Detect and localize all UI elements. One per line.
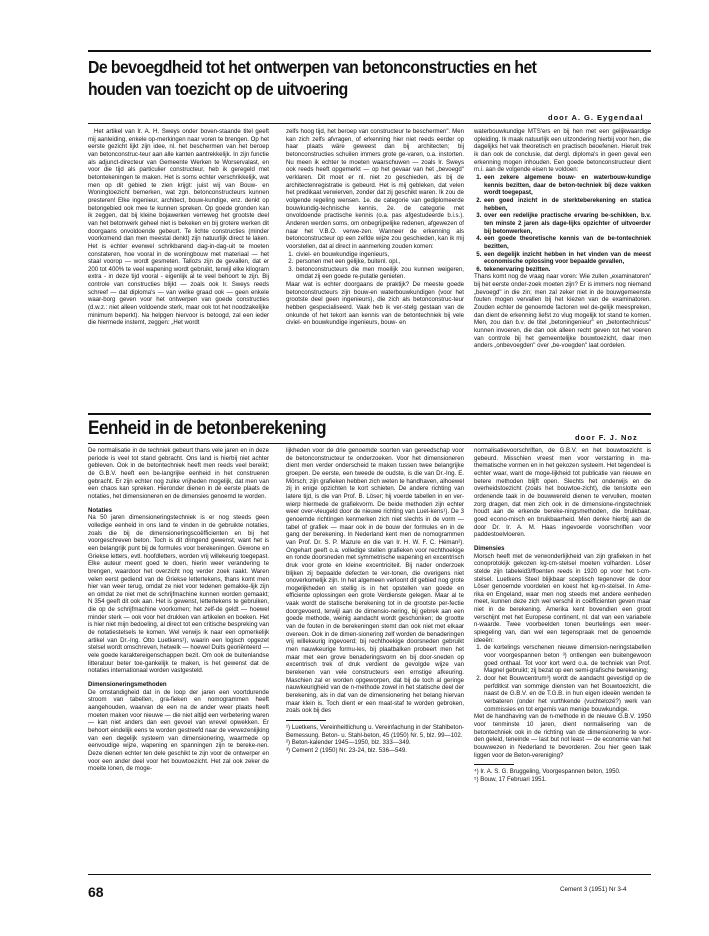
article-2-title: Eenheid in de betonberekening xyxy=(88,418,327,439)
article-2-col1-methods: De omstandigheid dat in de loop der jaren een voortdurende stroom van tabellen, gra-fieken en nomogrammen heeft aangehouden, waarvan de een na de ander weer plaats heeft moeten maken voor nieuwe — die niet altijd een verbetering waren — kan niet anders dan een gevoel van wrevel opwekken. Er behoort eindelijk eens te worden gestreefd naar de verwezenlijking van een degelijk systeem van dimensionering, waarmede op eenvoudige wijze, wapening en spanningen zijn te bereke-nen. Deze dienen echter ten dele geschikt te zijn voor de ontwerper en voor een ander deel voor het bouwtoezicht. Het zal ook zeker de moeite lonen, de moge- xyxy=(88,688,269,773)
article-2-column-1 xyxy=(88,447,269,869)
article-1-col2-text-b: Maar wat is echter doorgaans de praktijk? De meeste goede betonconstructeurs zijn bouw-en waterbouwkundigen (voor het grootste deel geen ingenieurs), die zich als betonconstruc-teur hebben gespecialiseerd. Vaak heb ik ver-stelg gestaan van de onkunde of het tekort aan kennis van de betontechniek bij vele civiel- en bouwkundige ingenieurs, bouw- en xyxy=(286,281,464,327)
footnote: ⁵) Bouw, 17 Februari 1951. xyxy=(474,775,547,783)
list-item: 4. een goede theoretische kennis van de be-tontechniek bezitten, xyxy=(483,235,651,250)
dimensies-heading: Dimensies xyxy=(474,544,505,552)
top-rule xyxy=(88,50,651,52)
list-item: 2. personen met een gelijke, buitenl. opl., xyxy=(295,258,464,266)
article-2-col1-intro: De normalisatie in de techniek gebeurt thans vele jaren en in deze periode is veel tot stand gebracht. Ons land is hierbij niet achter gebleven. Ook in de betontechniek heeft men reeds veel bereikt; de G.B.V. heeft een be-langrijke eenheid in het construeren gebracht. Er zijn echter nog zulke vrijheden mogelijk, dat men van een chaos kan spreken. Hieronder dienen in de eerste plaats de notaties, het dimensioneren en de dimensies genoemd te worden. xyxy=(88,447,269,500)
article-1-author: door A. G. Eygendaal xyxy=(548,113,644,122)
title-2-rule xyxy=(88,443,651,444)
footnote: ³) Cement 2 (1950) Nr. 23-24, blz. 536—549. xyxy=(286,746,407,754)
list-item: 2. door het Bouwcentrum³) wordt de aandacht gevestigd op de perfditkst van sommige diensten van het Bouwtoezicht, die naast de G.B.V. en de T.G.B. in hun eigen ideeën wenden te verbateren (onder het vurthkende (vuchtelozé?) werk van commissies en tot ergernis van menige bouwkundige. xyxy=(483,675,651,713)
footnote-rule xyxy=(286,720,326,721)
article-1-col2-list xyxy=(286,251,464,282)
list-item: 6. tekenervaring bezitten. xyxy=(483,266,651,274)
article-1-col3-text-b: Thans komt nog de vraag naar voren: Wie zullen „examinatoren" bij het eerste onder-zoek moeten zijn? Er is immers nog niemand „bevoegd" in die zin; men zal zeker niet in de bouwgemeenste fouten mogen vervallen bij het kiezen van de examinatoren. Zouden echter de genoemde factoren wel de-gelijk meespreken, dan dient de erkenning liefst zo vlug mogelijk tot stand te komen. Men, zou dan b.v. de titel „betoningenieur" en „betontechnicus" kunnen invoeren, die dan ook alleen recht geven tot het voeren van controle bij het gemeentelijke bouwtoezicht, daar men anders „onbevoegden" over „be-voegden" laat oordelen. xyxy=(474,273,651,350)
list-item: 2. een goed inzicht in de sterkteberekening en statica hebben, xyxy=(483,197,651,212)
dimensionering-heading: Dimensioneringsmethoden xyxy=(88,681,167,689)
article-2-col3-text-c: Met de handhaving van de n-methode in de nieuwe G.B.V. 1950 voor tenminste 10 jaren, dient normalisering van de betontechniek ook in de richting van de dimensionering te wor-den geleid, teneinde — last but not least — de economie van het bouwwezen in Nederland te bevorderen. Zou hier geen taak liggen voor de Beton-vereniging? xyxy=(474,713,651,759)
journal-footer: Cement 3 (1951) Nr 3-4 xyxy=(560,886,627,893)
footnote-rule xyxy=(474,764,514,765)
footnote: ²) Beton-kalender 1945—1950, blz. 333—349. xyxy=(286,739,411,747)
list-item: 5. een degelijk inzicht hebben in het vinden van de meest economische oplossing voor bepaalde gevallen, xyxy=(483,251,651,266)
notaties-heading: Notaties xyxy=(88,506,113,514)
article-2-author: door F. J. Noz xyxy=(575,433,638,442)
bottom-rule xyxy=(88,874,651,875)
list-item: 1. civiel- en bouwkundige ingenieurs, xyxy=(295,251,464,259)
article-1-column-1 xyxy=(88,128,269,408)
section-2-rule xyxy=(88,413,651,415)
list-item: 3. betonconstructeurs die men moeilijk zou kunnen weigeren, omdat zij een goede re-putatie genieten. xyxy=(295,266,464,281)
article-1-col3-text-a: waterbouwkundige MTS'ers en bij hen met een gelijkwaardige opleiding. Ik maak natuurlijk een uitzondering hierbij voor hen, die dagelijks het vak theoretisch en practisch beoefenen. Hieruit trek ik dan ook de conclusie, dat dergl. diploma's in geen geval een erkenning mogen inhouden. Een goede betonconstructeur dient m.i. aan de volgende eisen te voldoen: xyxy=(474,128,651,174)
article-2-col2-text: lijkheden voor de drie genoemde soorten van gereedschap voor de betonconstructeur te onderzoeken. Voor het dimensioneren dient men verder onderscheid te maken tussen twee belangrijke groepen. De eerste, een tweede de oudste, is die van Dr.-Ing. E. Mörsch; zijn grafieken hebben zich weten te handhaven, alhoewel zij in enige opzichten te kort schieten. De andere richting van latere tijd, is die van Prof. B. Löser; hij voerde tabellen in en ver-wierp hiermede de grafiekvorm. De beide methoden zijn echter weer over-vleugeld door de nieuwe richting van Luet-kens¹). De 3 genoemde richtingen kenmerken zich niet slechts in de vorm — tabel of grafiek — maar ook in de bouw der formules en in de gang der berekening. In Nederland kent men de nomogrammen van Prof. Dr. S. P. Mazure en die van Ir. H. W. F. C. Héman²). Ongehart geeft o.a. volledige stellen grafieken voor rechthoekige en ronde doorsneden met symmetrische wapening en excentrisch druk voor grote en kleine excentriciteit. Bij nader onderzoek blijken zij bepaalde defecten te ver-tonen, die overigens niet onoverkomelijk zijn. In het algemeen verloont dit gebied nog grote mogelijkheden en stellig is in het opstellen van goede en efficiente oplossingen een grote Verdienste gelegen. Maar al te vaak wordt de statische berekening tot in de grootste per-fectie doorgevoerd, terwijl aan de dimensio-nering, bij gebrek aan een goede methode, weinig aandacht wordt geschonken; de grootte van de fouten in de berekeningen stemt dan ook niet met elkaar overeen. Ook in de dimen-sionering zelf worden de benaderingen vrij willekeurig ingevoerd; bij rechthoekige doorsneden gebruikt men nauwkeurige formu-les, bij plaatbalken probeert men het maar met een grove benaderingsvorm en bij door-sneden op excentrisch trek of druk verdient de gevolgde wijze van berekenen van vele constructeurs een ernstige afkeuring. Maschien zal er worden opgeworpen, dat bij de toch al geringe nauwkeurigheid van de n-methode zowel in het statische deel der berekening, als in dat van de dimensionering het belang hiervan maar klein is. Toch dient er een maat-staf te worden gebroken, zoals ook bij des xyxy=(286,447,464,715)
article-2-col3-text-a: normalisatievoorschriften, de G.B.V. en het bouwtoezicht is gebeurd. Misschien vreest men voor verstarring in ma-thematische vormen en in het gekozen systeem. Het tegendeel is echter waar, want de moge-lijkheid tot publicatie van nieuwe en betere methoden blijft open. Slechts het onderwijs en de overheidstoezicht (zoals het bouwtoe-zicht), die tenslotte een ordenende taak in de bouwwereld dienen te vervullen, moeten zorg dragen, dat men zich ook in de dimensione-ringstechniek houdt aan de erkende bereke-ningsmethoden, die bruikbaar, goed econo-misch en bruikbaarheid. Men denke hierbij aan de door Dr. Ir. A. M. Haas ingevoerde voorschriften voor paddestoelvloeren. xyxy=(474,447,651,539)
article-1-col2-text-a: zelfs hoog tijd, het beroep van constructeur te beschermen". Men kan zich zelfs afvragen, of erkenning hier niet reeds eerder op haar plaats wäre geweest dan bij architecten; bij betonconstructies schuilen immers grote ge-varen, o.a. instorten. Nu meen ik echter te moeten waarschuwen — zoals Ir. Sweys ook reeds heeft opgemerkt — op het gevaar van het „bevoegd" verklaren. Dit moet er nl. niet zo geschieden, als bij de architectenregistratie is gebeurd. Het is mij gebleken, dat velen het predikaat verwierven, zonder dat zij geschikt waren. Ik zou de volgende regeling wensen. 1e. de categorie van gediplomeerde bouwkundig-technische kennis, 2e. de categorie met onvoldoende practische kennis (o.a. pas afgestudeerde b.i.s.). Anderen werden soms, om onbegrijpelijke redenen, afgewezen of naar het V.B.O. verwe-zen. Wanneer de erkenning als betonconstructeur op een zelfde wijze zou geschieden, kan ik mij voorstellen, dat al direct in aanmerking zouden komen: xyxy=(286,128,464,250)
article-1-col3-list xyxy=(474,174,651,274)
list-item: 1. een zekere algemene bouw- en waterbouw-kundige kennis bezitten, daar de beton-techniek bij deze vakken wordt toegepast, xyxy=(483,174,651,197)
footnote: ¹) Luetkens, Vereinheitlichung u. Vereinfachung in der Stahlbeton-Bemessung. Beton- u. Stahl-beton, 45 (1950) Nr. 5, blz. 99—102. xyxy=(286,723,464,739)
article-1-column-2 xyxy=(286,128,464,408)
article-2-column-3 xyxy=(474,447,651,869)
footnote: ⁴) Ir. A. S. G. Bruggeling, Voorgespannen beton, 1950. xyxy=(474,768,621,776)
article-2-col3-text-b: Morsch heeft met de verwonderlijkheid van zijn grafieken in het conoprotokijk gekozen kg-cm-stelsel moeten volharden. Löser stelde zijn tabeleid3/ffoenten reeds in 1920 op voor het t-cm-stelsel. Luetkens Steel blijkbaar sceptisch tegenover de door Löser genoemde voordelen en koest het kg-m-stelsel. In Ame-rika en Engeland, waar men nog steeds met andere eenheden meet, kunnen deze zich wel verschil in coëfficienten geven maar niet in de berekening. Amerika kent bovendien een groot verschijnt met het Europese continent, nl. dat van een variabele n-waarde. Twee voorbeelden tonen beurtelings een weer-spiegeling van, dan wel een tegenspraak met de genoemde ideeën: xyxy=(474,552,651,644)
list-item: 3. over een redelijke practische ervaring be-schikken, b.v. ten minste 2 jaren als dage-lijks opzichter of uitvoerder bij betonwerken, xyxy=(483,212,651,235)
page-number: 68 xyxy=(88,884,104,900)
article-1-title: De bevoegdheid tot het ontwerpen van betonconstructies en het houden van toezicht op de uitvoering xyxy=(88,57,537,99)
article-1-column-3 xyxy=(474,128,651,408)
article-1-col1-text: Het artikel van Ir. A. H. Sweys onder boven-staande titel geeft mij aanleiding, enkele op-merkingen naar voren te brengen. Op het eerste gezicht lijkt zijn idee, nl. het beschermen van het beroep van betonconstruc-teur aan alle kanten aantrekkelijk. In zijn functie als adjunct-directeur van Gemeente Werken te Worservalast, en voor die tijd als particulier constructeur, heb ik geregeld met betontekeningen te maken. Het is soms echter verschrikkelijk, wat men op dit gebied te zien krijgt: juist wij van Bouw- en Woningtoezicht bemerken, wat zgn. betonconstructeurs kunnen presteren! Elke ingenieur, architect, bouw-kundige, enz. denkt op betongebied ook mee te kunnen spreken. Op goede gronden kan ik zeggen, dat bij kleine bojawerken verreweg het grootste deel van het betonwerk geheel niet is bekeken en bij grotere werken dit doorgaans onvoldoende gebeurt. Te lichte constructies (minder voorkomend dan men meestal denkt) zijn natuurlijk direct te laken. Het is echter evenwel schrikbarend dag-in-dag-uit te moeten constateren, hoe vooral in de woningbouw met materiaal — het staal voorop — wordt gesmeten. Tallozs zijn de gevallen, dat er 200 tot 400% te veel wapening wordt gebruikt, terwijl elke kilogram extra - in deze tijd vooral - eigenlijk al te veel behoort te zijn. Bij controle van constructies blijkt — zoals ook Ir. Sweys reeds schreef — dat diploma's — van welke graad ook — geen enkele waar-borg geven voor het ontwerpen van goede constructies (d.w.z.: niet alleen voldoende sterk, maar ook tot het noodzakelijke minimum beperkt). Na helpgen hiervoor is betoogd, zal een ieder die hiermede instemt, zeggen: „Het wordt xyxy=(88,128,269,327)
article-2-column-2 xyxy=(286,447,464,869)
article-2-col3-list xyxy=(474,644,651,713)
list-item: 1. de kortelings verschenen nieuwe dimension-neringstabellen voor voorgespannen beton ³) ontlengen een buitengewoon goed onthaal. Tot voor kort werd o.a. de techniek van Prof. Magnel gebruikt; zij bezat op een semi-grafische berekening; xyxy=(483,644,651,675)
article-2-col1-notaties: Na 50 jaren dimensioneringstechniek is er nog steeds geen volledige eenheid in ons land te vinden in de gebruikte notaties, zoals die bij de dimensioneringscoëfficienten en bij het voorgeschreven beton. Toch is dit dringend gewenst, want het is een belangrijk punt bij de formules voor berekeningen. Gewone en Griekse letters, evtl. hoofdletters, worden vrij willekeurig toegepast. Elke auteur meent goed te doen, hierin weer verandering te brengen, waardoor het overzicht nog verder zoek raakt. Waren velen eerst gediend van de Griekse lettertekens, thans komt men hier van weer terug, omdat ze niet voor tedenen gemakke-lijk zijn en omdat ze niet met de schrijfmachine kunnen worden gemaakt; N 354 geeft dit ook aan. Het is gewenst, lettertekens te gebruiken, die op de schrijfmachine voorkomen; het zelf-de geldt — hoewel minder sterk — ook voor het drukken van artikelen en boeken. Het is hier niet mijn bedoeling, al direct tot een critische bespreking van de notatiestelsels te komen. Wel verwijs ik naar een opmerkelijk artikel van Dr.-Ing. Otto Luetkens¹), waarin een logisch opgezet stelsel wordt omschreven, hetwelk — hoewel Duits georiënteerd — vele goede karaktereigenschappen bezit. Om ook de buitenlandse litteratuur beter toe-gankelijk te maken, is het gewenst dat de notaties internationaal worden vastgesteld. xyxy=(88,514,269,675)
title-1-rule xyxy=(88,123,651,124)
